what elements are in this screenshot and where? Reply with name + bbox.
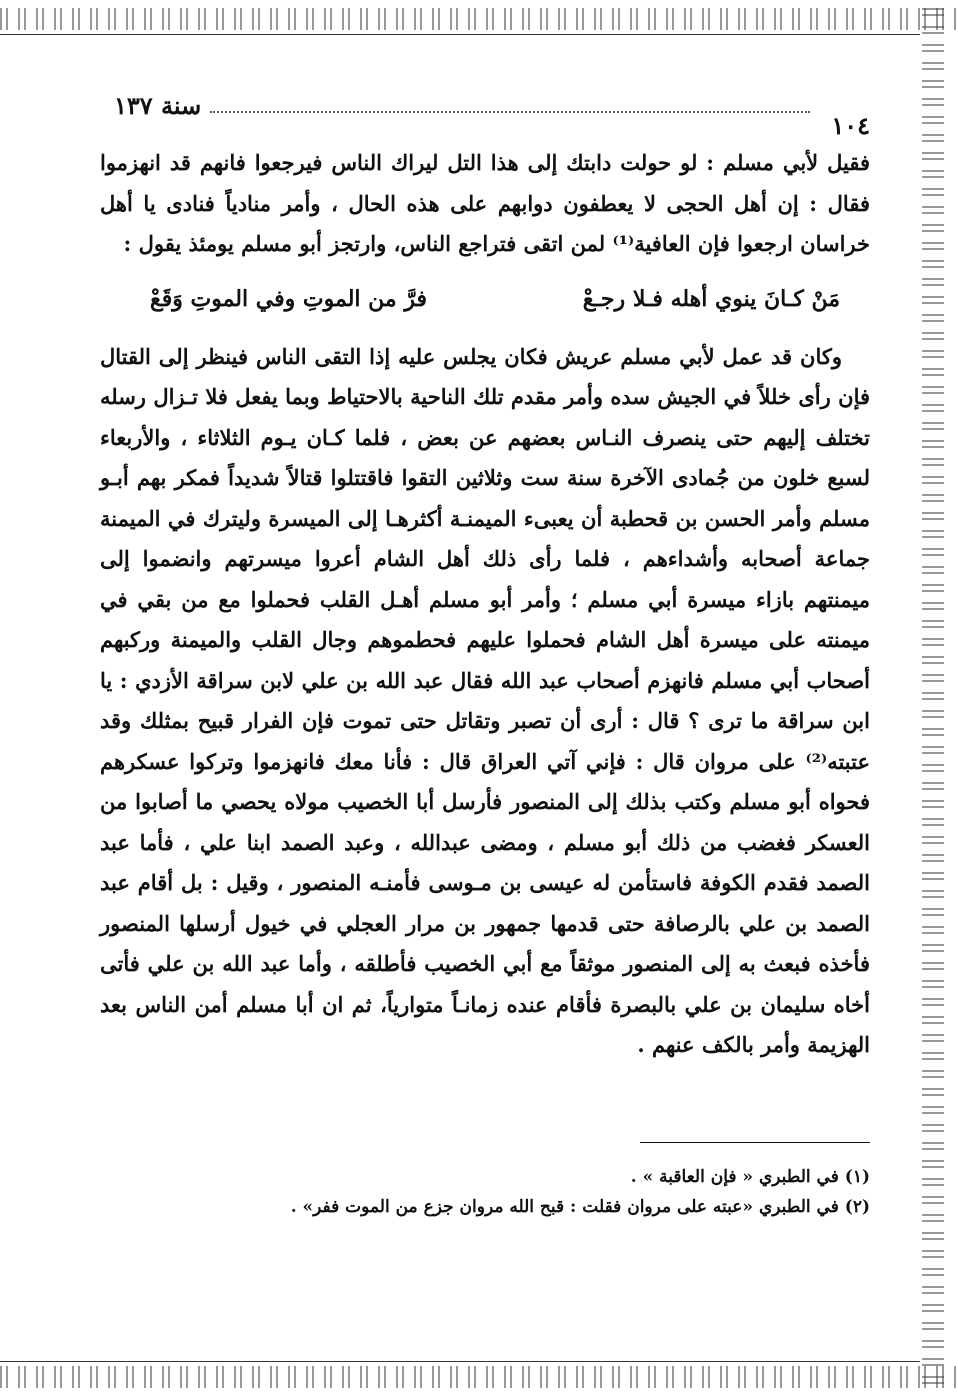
page-number: ١٠٤ <box>831 111 870 140</box>
footnote-area <box>100 0 870 1398</box>
paragraph-1: فقيل لأبي مسلم : لو حولت دابتك إلى هذا التل ليراك الناس فيرجعوا فانهم قد انهزموا فقال : إن أهل الحجى لا يعطفون دوابهم على هذه الحال ، وأمر منادياً فنادى يا أهل خراسان ارجعوا فإن العافية⁽¹⁾ لمن اتقى فتراجع الناس، وارتجز أبو مسلم يومئذ يقول : <box>100 150 870 256</box>
footnote-2: (٢) في الطبري «عبته على مروان فقلت : قبح الله مروان جزع من الموت ففر» . <box>290 1197 870 1217</box>
footnote-separator <box>640 1142 870 1143</box>
verse-hemistich-first: مَنْ كـانَ ينوي أهله فـلا رجـعْ <box>582 285 840 312</box>
footnote-1: (١) في الطبري « فإن العاقبة » . <box>630 1167 870 1187</box>
year-label: سنة ١٣٧ <box>114 91 202 120</box>
verse-hemistich-second: فرَّ من الموتِ وفي الموتِ وَقَعْ <box>150 285 428 312</box>
footnotes <box>200 1162 870 1222</box>
paragraph-2: وكان قد عمل لأبي مسلم عريش فكان يجلس عليه إذا التقى الناس فينظر إلى القتال فإن رأى خللاً في الجيش سده وأمر مقدم تلك الناحية بالاحتياط وبما يفعل فلا تـزال رسله تختلف إليهم حتى ينصرف النـاس بعضهم عن بعض ، فلما كـان يـوم الثلاثاء ، والأربعاء لسبع خلون من جُمادى الآخرة سنة ست وثلاثين التقوا فاقتتلوا قتالاً شديداً فمكر بهم أبـو مسلم وأمر الحسن بن قحطبة أن يعبىء الميمنـة أكثرهـا إلى الميسرة وليترك في الميمنة جماعة أصحابه وأشداءهم ، فلما رأى ذلك أهل الشام أعروا ميسرتهم وانضموا إلى ميمنتهم بازاء ميسرة أبي مسلم ؛ وأمر أبو مسلم أهـل القلب فحملوا مع من بقي في ميمنته على ميسرة أهل الشام فحملوا عليهم فحطموهم وجال القلب والميمنة وركبهم أصحاب أبي مسلم فانهزم أصحاب عبد الله فقال عبد الله بن علي لابن سراقة الأزدي : يا ابن سراقة ما ترى ؟ قال : أرى أن تصبر وتقاتل حتى تموت فإن الفرار قبيح بمثلك وقد عتبته⁽²⁾ على مروان قال : فإني آتي العراق قال : فأنا معك فانهزموا وتركوا عسكرهم فحواه أبو مسلم وكتب بذلك إلى المنصور فأرسل أبا الخصيب مولاه يحصي ما أصابوا من العسكر فغضب من ذلك أبو مسلم ، ومضى عبدالله ، وعبد الصمد ابنا علي ، فأما عبد الصمد فقدم الكوفة فاستأمن له عيسى بن مـوسى فأمنـه المنصور ، وقيل : بل أقام عبد الصمد بن علي بالرصافة حتى قدمها جمهور بن مرار العجلي في خيول أرسلها المنصور فأخذه فبعث به إلى المنصور موثقاً مع أبي الخصيب فأطلقه ، وأما عبد الله بن علي فأتى أخاه سليمان بن علي بالبصرة فأقام عنده زمانـاً متوارياً، ثم ان أبا مسلم أمن الناس بعد الهزيمة وأمر بالكف عنهم . <box>100 343 871 1057</box>
right-ornamental-border <box>922 8 944 1388</box>
